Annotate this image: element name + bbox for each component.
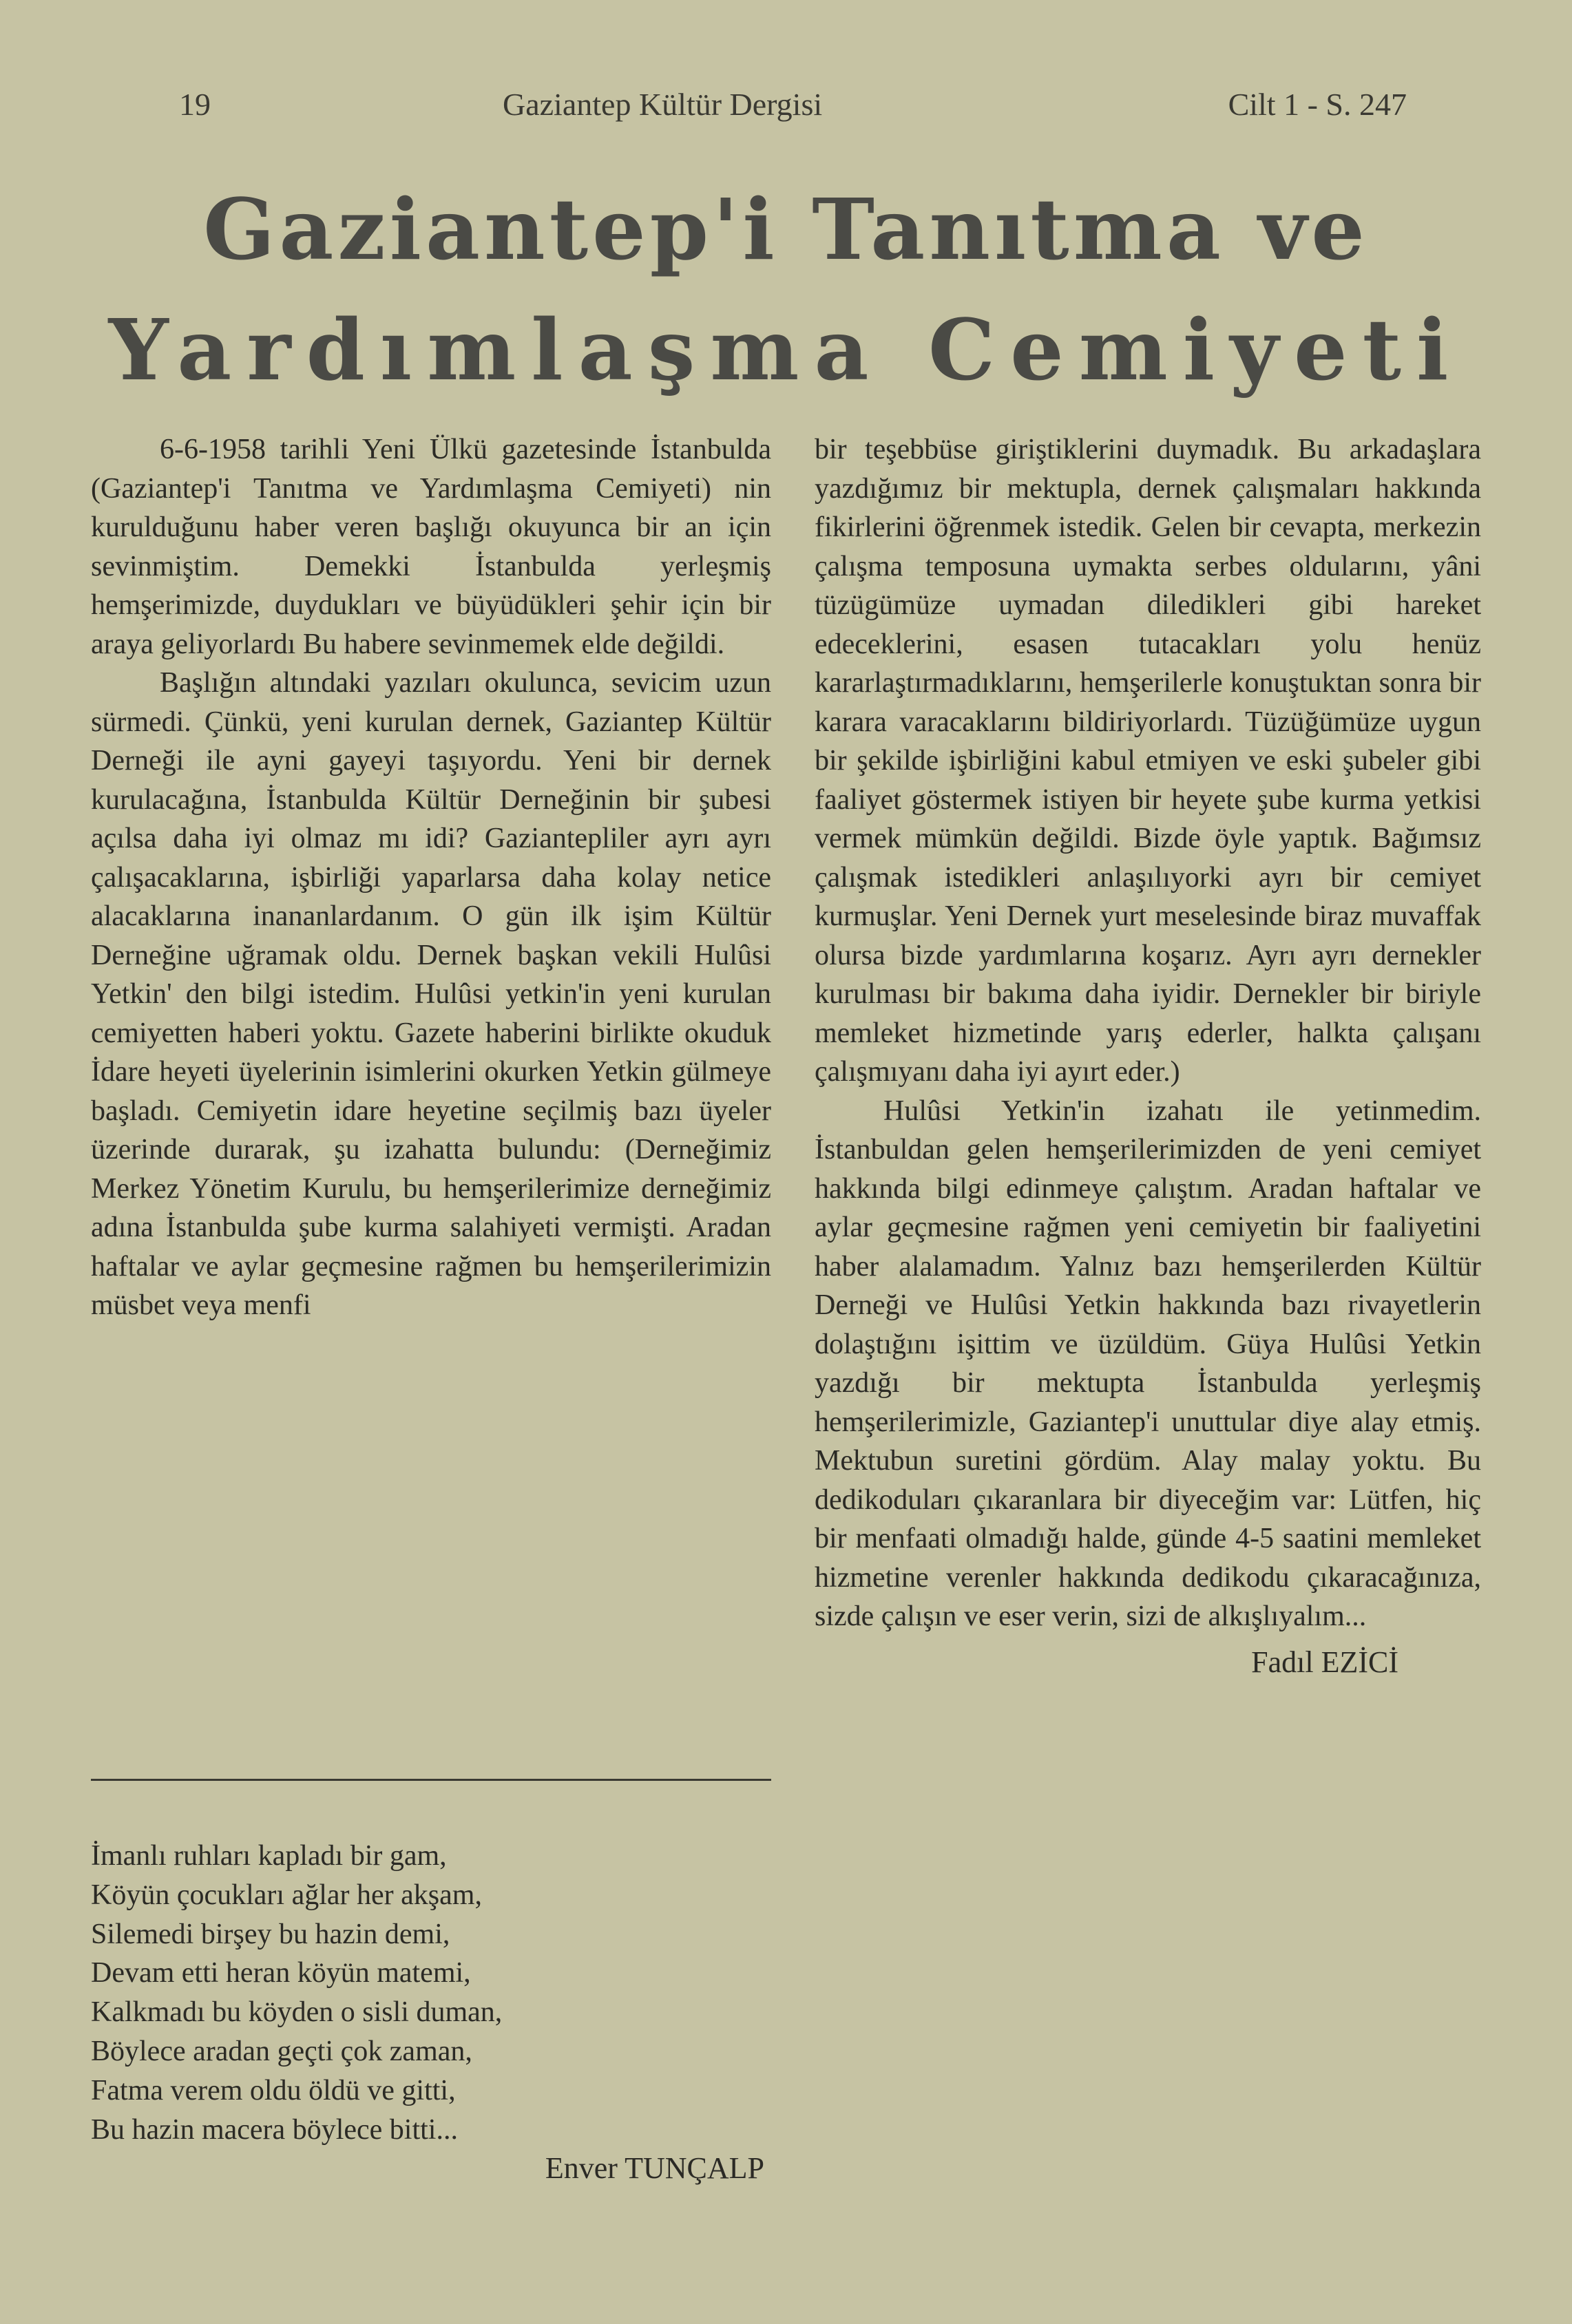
article-paragraph: Hulûsi Yetkin'in izahatı ile yetinmedim. İstanbuldan gelen hemşerilerimizden de yeni cemiyet hakkında bilgi edinmeye çalıştım. Aradan haftalar ve aylar geçmesine rağmen yeni cemiyetin bir faaliyetini haber alalamadım. Yalnız bazı hemşerilerden Kültür Derneği ve Hulûsi Yetkin hakkında bazı rivayetlerin dolaştığını işittim ve üzüldüm. Güya Hulûsi Yetkin yazdığı bir mektupta İstanbulda yerleşmiş hemşerilerimizle, Gaziantep'i unuttular diye alay etmiş. Mektubun suretini gördüm. Alay malay yoktu. Bu dedikoduları çıkaranlara bir diyeceğim var: Lütfen, hiç bir menfaati olmadığı halde, günde 4-5 saatini memleket hizmetine verenler hakkında dedikodu çıkaracağınıza, sizde çalışın ve eser verin, sizi de alkışlıyalım... — [815, 1095, 1481, 1632]
poem-line: Silemedi birşey bu hazin demi, — [91, 1918, 450, 1950]
poem-line: Devam etti heran köyün matemi, — [91, 1957, 471, 1989]
page-header — [179, 86, 1407, 134]
section-divider — [91, 1779, 771, 1781]
poem-line: Böylece aradan geçti çok zaman, — [91, 2035, 472, 2067]
magazine-name: Gaziantep Kültür Dergisi — [503, 87, 823, 122]
article-paragraph: 6-6-1958 tarihli Yeni Ülkü gazetesinde İstanbulda (Gaziantep'i Tanıtma ve Yardımlaşma Cemiyeti) nin kurulduğunu haber veren başlığı okuyunca bir an için sevinmiştim. Demekki İstanbulda yerleşmiş hemşerimizde, duydukları ve büyüdükleri şehir için bir araya geliyorlardı Bu habere sevinmemek elde değildi. — [91, 434, 771, 660]
article-paragraph: Başlığın altındaki yazıları okulunca, sevicim uzun sürmedi. Çünkü, yeni kurulan dernek, Gaziantep Kültür Derneği ile ayni gayeyi taşıyordu. Yeni bir dernek kurulacağına, İstanbulda Kültür Derneğinin bir şubesi açılsa daha iyi olmaz mı idi? Gaziantepliler ayrı ayrı çalışacaklarına, işbirliği yaparlarsa daha kolay netice alacaklarına inananlardanım. O gün ilk işim Kültür Derneğine uğramak oldu. Dernek başkan vekili Hulûsi Yetkin' den bilgi istedim. Hulûsi yetkin'in yeni kurulan cemiyetten haberi yoktu. Gazete haberini birlikte okuduk İdare heyeti üyelerinin isimlerini okurken Yetkin gülmeye başladı. Cemiyetin idare heyetine seçilmiş bazı üyeler üzerinde durarak, şu izahatta bulundu: (Derneğimiz Merkez Yönetim Kurulu, bu hemşerilerimize derneğimiz adına İstanbulda şube kurma salahiyeti vermişti. Aradan haftalar ve aylar geçmesine rağmen bu hemşerilerimizin müsbet veya menfi — [91, 667, 771, 1321]
article-title-line-2: Yardımlaşma Cemiyeti — [108, 300, 1464, 399]
page-number: 19 — [179, 87, 211, 122]
poem-line: Bu hazin macera böylece bitti... — [91, 2113, 458, 2146]
poem-line: Fatma verem oldu öldü ve gitti, — [91, 2074, 456, 2106]
article-paragraph: bir teşebbüse giriştiklerini duymadık. Bu arkadaşlara yazdığımız bir mektupla, dernek çalışmaları hakkında fikirlerini öğrenmek istedik. Gelen bir cevapta, merkezin çalışma temposuna uymakta serbes oldularını, yâni tüzügümüze uymadan diledikleri gibi hareket edeceklerini, esasen tutacakları yolu henüz kararlaştırmadıklarını, hemşerilerle konuştuktan sonra bir karara varacaklarını bildiriyorlardı. Tüzüğümüze uygun bir şekilde işbirliğini kabul etmiyen ve eski şubeler gibi faaliyet göstermek istiyen bir heyete şube kurma yetkisi vermek mümkün değildi. Bizde öyle yaptık. Bağımsız çalışmak istedikleri anlaşılıyorki ayrı bir cemiyet kurmuşlar. Yeni Dernek yurt meselesinde biraz muvaffak olursa bizde yardımlarına koşarız. Ayrı ayrı dernekler kurulması bir bakıma daha iyidir. Dernekler bir biriyle memleket hizmetinde yarış ederler, halkta çalışanı çalışmıyanı daha iyi ayırt eder.) — [815, 434, 1481, 1088]
article-author: Fadıl EZİCİ — [1251, 1645, 1398, 1679]
poem-line: Köyün çocukları ağlar her akşam, — [91, 1879, 482, 1911]
poem-line: İmanlı ruhları kapladı bir gam, — [91, 1840, 447, 1872]
volume-issue: Cilt 1 - S. 247 — [1228, 87, 1407, 122]
poem-author: Enver TUNÇALP — [545, 2151, 764, 2186]
article-right-column — [815, 430, 1481, 1682]
article-title-line-1: Gaziantep'i Tanıtma ve — [203, 180, 1369, 279]
poem — [91, 1837, 771, 2188]
article-left-column — [91, 430, 771, 1325]
poem-line: Kalkmadı bu köyden o sisli duman, — [91, 1996, 503, 2029]
